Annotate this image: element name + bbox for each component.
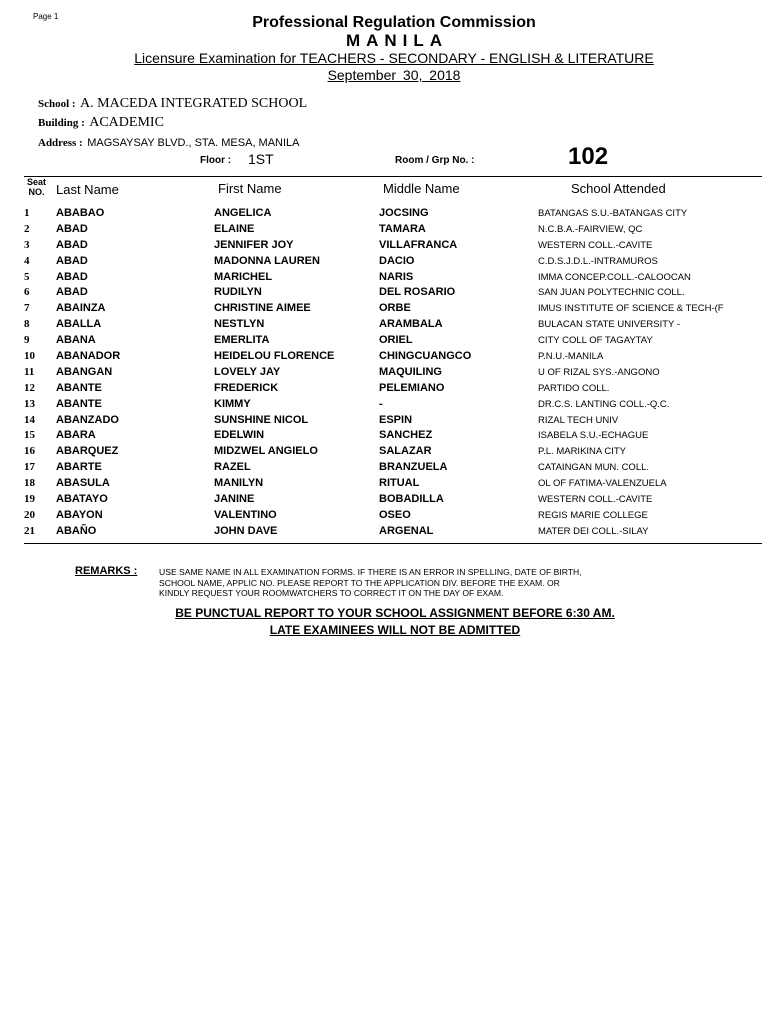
last-name: ABANZADO <box>56 413 119 426</box>
table-row <box>0 365 768 381</box>
first-name: EDELWIN <box>214 429 265 442</box>
seat-header-line2: NO. <box>28 187 45 197</box>
last-name: ABAINZA <box>56 302 106 315</box>
room-label: Room / Grp No. : <box>395 155 475 166</box>
exam-title: Licensure Examination for TEACHERS - SECONDARY - ENGLISH & LITERATURE <box>134 50 654 66</box>
school-value: A. MACEDA INTEGRATED SCHOOL <box>80 96 308 111</box>
last-name: ABAD <box>56 222 88 235</box>
middle-name: JOCSING <box>379 207 429 219</box>
table-row <box>0 206 768 222</box>
seat-number: 11 <box>24 365 35 378</box>
seat-number: 7 <box>24 302 30 315</box>
school-attended: DR.C.S. LANTING COLL.-Q.C. <box>538 398 670 410</box>
first-name: KIMMY <box>214 397 251 410</box>
seat-number: 16 <box>24 445 35 458</box>
first-name: NESTLYN <box>214 318 265 331</box>
last-name: ABARQUEZ <box>56 445 119 458</box>
seat-number: 5 <box>24 270 30 283</box>
middle-name: DACIO <box>379 254 415 267</box>
column-header-first-name: First Name <box>218 181 282 196</box>
last-name: ABANTE <box>56 381 102 394</box>
school-attended: IMMA CONCEP.COLL.-CALOOCAN <box>538 271 691 283</box>
last-name: ABARTE <box>56 461 102 474</box>
school-attended: IMUS INSTITUTE OF SCIENCE & TECH-(F <box>538 303 724 315</box>
first-name: JENNIFER JOY <box>214 238 294 251</box>
table-row <box>0 492 768 508</box>
table-row <box>0 238 768 254</box>
school-info <box>38 94 307 112</box>
seat-number: 6 <box>24 286 30 299</box>
middle-name: DEL ROSARIO <box>379 286 456 299</box>
first-name: RAZEL <box>214 461 251 474</box>
table-row <box>0 397 768 413</box>
middle-name: ESPIN <box>379 413 413 426</box>
school-attended: PARTIDO COLL. <box>538 382 610 394</box>
first-name: ANGELICA <box>214 207 272 219</box>
table-row <box>0 508 768 524</box>
last-name: ABANTE <box>56 397 102 410</box>
last-name: ABANGAN <box>56 365 113 378</box>
school-attended: P.L. MARIKINA CITY <box>538 446 626 458</box>
building-info <box>38 113 164 131</box>
organization-title: Professional Regulation Commission <box>252 14 536 31</box>
building-value: ACADEMIC <box>89 115 164 130</box>
exam-date: September 30, 2018 <box>327 67 461 83</box>
remarks-label: REMARKS : <box>75 565 138 577</box>
remarks-line: SCHOOL NAME, APPLIC NO. PLEASE REPORT TO THE APPLICATION DIV. BEFORE THE EXAM. OR <box>159 577 560 588</box>
seat-number: 13 <box>24 397 35 410</box>
school-attended: CITY COLL OF TAGAYTAY <box>538 335 653 347</box>
last-name: ABAD <box>56 286 88 299</box>
last-name: ABASULA <box>56 477 110 490</box>
last-name: ABAD <box>56 270 88 283</box>
table-row <box>0 476 768 492</box>
middle-name: ARGENAL <box>379 524 434 537</box>
address-info <box>38 133 300 151</box>
table-row <box>0 381 768 397</box>
remarks-line: KINDLY REQUEST YOUR ROOMWATCHERS TO CORRECT IT ON THE DAY OF EXAM. <box>159 588 504 599</box>
first-name: CHRISTINE AIMEE <box>214 302 311 315</box>
table-row <box>0 317 768 333</box>
table-bottom-rule <box>24 543 762 544</box>
seat-number: 20 <box>24 508 35 521</box>
page-number: Page 1 <box>33 12 59 21</box>
last-name: ABAD <box>56 238 88 251</box>
first-name: JOHN DAVE <box>214 524 278 537</box>
middle-name: ORIEL <box>379 334 413 347</box>
table-row <box>0 285 768 301</box>
first-name: ELAINE <box>214 222 255 235</box>
middle-name: NARIS <box>379 270 414 283</box>
last-name: ABARA <box>56 429 96 442</box>
first-name: LOVELY JAY <box>214 365 281 378</box>
punctuality-notice: BE PUNCTUAL REPORT TO YOUR SCHOOL ASSIGNMENT BEFORE 6:30 AM. <box>175 606 615 620</box>
table-row <box>0 222 768 238</box>
school-attended: P.N.U.-MANILA <box>538 351 604 363</box>
table-top-rule <box>24 176 762 177</box>
middle-name: ORBE <box>379 302 411 315</box>
middle-name: TAMARA <box>379 222 426 235</box>
seat-number: 17 <box>24 461 35 474</box>
school-attended: N.C.B.A.-FAIRVIEW, QC <box>538 223 643 235</box>
table-row <box>0 524 768 540</box>
school-attended: C.D.S.J.D.L.-INTRAMUROS <box>538 255 658 267</box>
floor-value: 1ST <box>248 151 274 167</box>
middle-name: SALAZAR <box>379 445 432 458</box>
school-attended: BATANGAS S.U.-BATANGAS CITY <box>538 208 688 219</box>
last-name: ABAÑO <box>56 524 97 537</box>
first-name: EMERLITA <box>214 334 270 347</box>
building-label: Building : <box>38 117 85 129</box>
table-row <box>0 254 768 270</box>
table-row <box>0 333 768 349</box>
middle-name: - <box>379 397 383 410</box>
table-row <box>0 301 768 317</box>
last-name: ABABAO <box>56 207 105 219</box>
first-name: FREDERICK <box>214 381 279 394</box>
table-row <box>0 413 768 429</box>
table-row <box>0 349 768 365</box>
middle-name: RITUAL <box>379 477 420 490</box>
column-header-last-name: Last Name <box>56 182 119 197</box>
column-header-school: School Attended <box>571 181 666 196</box>
first-name: HEIDELOU FLORENCE <box>214 350 335 363</box>
middle-name: VILLAFRANCA <box>379 238 458 251</box>
first-name: JANINE <box>214 493 255 506</box>
school-attended: MATER DEI COLL.-SILAY <box>538 525 649 537</box>
examinee-table <box>0 206 768 540</box>
room-value: 102 <box>568 143 609 170</box>
table-row <box>0 428 768 444</box>
remarks-text <box>159 567 679 599</box>
first-name: MADONNA LAUREN <box>214 254 320 267</box>
seat-header-line1: Seat <box>27 177 47 187</box>
seat-number: 19 <box>24 493 35 506</box>
school-attended: WESTERN COLL.-CAVITE <box>538 239 653 251</box>
last-name: ABALLA <box>56 318 102 331</box>
middle-name: CHINGCUANGCO <box>379 350 472 363</box>
last-name: ABAYON <box>56 508 103 521</box>
seat-number: 1 <box>24 207 30 219</box>
school-attended: U OF RIZAL SYS.-ANGONO <box>538 366 660 378</box>
school-label: School : <box>38 98 76 110</box>
seat-number: 12 <box>24 381 35 394</box>
school-attended: WESTERN COLL.-CAVITE <box>538 494 653 506</box>
last-name: ABAD <box>56 254 88 267</box>
seat-number: 18 <box>24 477 35 490</box>
address-label: Address : <box>38 137 83 149</box>
middle-name: ARAMBALA <box>379 318 443 331</box>
middle-name: BOBADILLA <box>379 493 444 506</box>
middle-name: PELEMIANO <box>379 381 445 394</box>
last-name: ABANADOR <box>56 350 121 363</box>
last-name: ABANA <box>56 334 96 347</box>
first-name: VALENTINO <box>214 508 277 521</box>
school-attended: ISABELA S.U.-ECHAGUE <box>538 430 649 442</box>
seat-number: 8 <box>24 318 30 331</box>
middle-name: SANCHEZ <box>379 429 433 442</box>
seat-number: 21 <box>24 524 35 537</box>
first-name: MARICHEL <box>214 270 273 283</box>
seat-number: 10 <box>24 350 35 363</box>
floor-label: Floor : <box>200 155 232 166</box>
first-name: RUDILYN <box>214 286 262 299</box>
last-name: ABATAYO <box>56 493 108 506</box>
middle-name: OSEO <box>379 508 411 521</box>
school-attended: CATAINGAN MUN. COLL. <box>538 462 650 474</box>
late-notice: LATE EXAMINEES WILL NOT BE ADMITTED <box>269 623 521 637</box>
address-value: MAGSAYSAY BLVD., STA. MESA, MANILA <box>87 137 300 149</box>
school-attended: SAN JUAN POLYTECHNIC COLL. <box>538 287 685 299</box>
school-attended: OL OF FATIMA-VALENZUELA <box>538 478 667 490</box>
seat-number: 2 <box>24 222 30 235</box>
column-header-seat <box>27 177 46 197</box>
first-name: MIDZWEL ANGIELO <box>214 445 318 458</box>
school-attended: RIZAL TECH UNIV <box>538 414 619 426</box>
first-name: MANILYN <box>214 477 264 490</box>
school-attended: REGIS MARIE COLLEGE <box>538 509 648 521</box>
first-name: SUNSHINE NICOL <box>214 413 309 426</box>
column-header-middle-name: Middle Name <box>383 181 460 196</box>
seat-number: 9 <box>24 334 30 347</box>
middle-name: MAQUILING <box>379 365 442 378</box>
school-attended: BULACAN STATE UNIVERSITY - <box>538 319 680 331</box>
table-row <box>0 444 768 460</box>
seat-number: 14 <box>24 413 35 426</box>
seat-number: 3 <box>24 238 30 251</box>
city-title: MANILA <box>345 31 449 50</box>
table-row <box>0 270 768 286</box>
seat-number: 15 <box>24 429 35 442</box>
table-row <box>0 460 768 476</box>
middle-name: BRANZUELA <box>379 461 448 474</box>
seat-number: 4 <box>24 254 30 267</box>
remarks-line: USE SAME NAME IN ALL EXAMINATION FORMS. IF THERE IS AN ERROR IN SPELLING, DATE OF BIRTH, <box>159 567 582 577</box>
